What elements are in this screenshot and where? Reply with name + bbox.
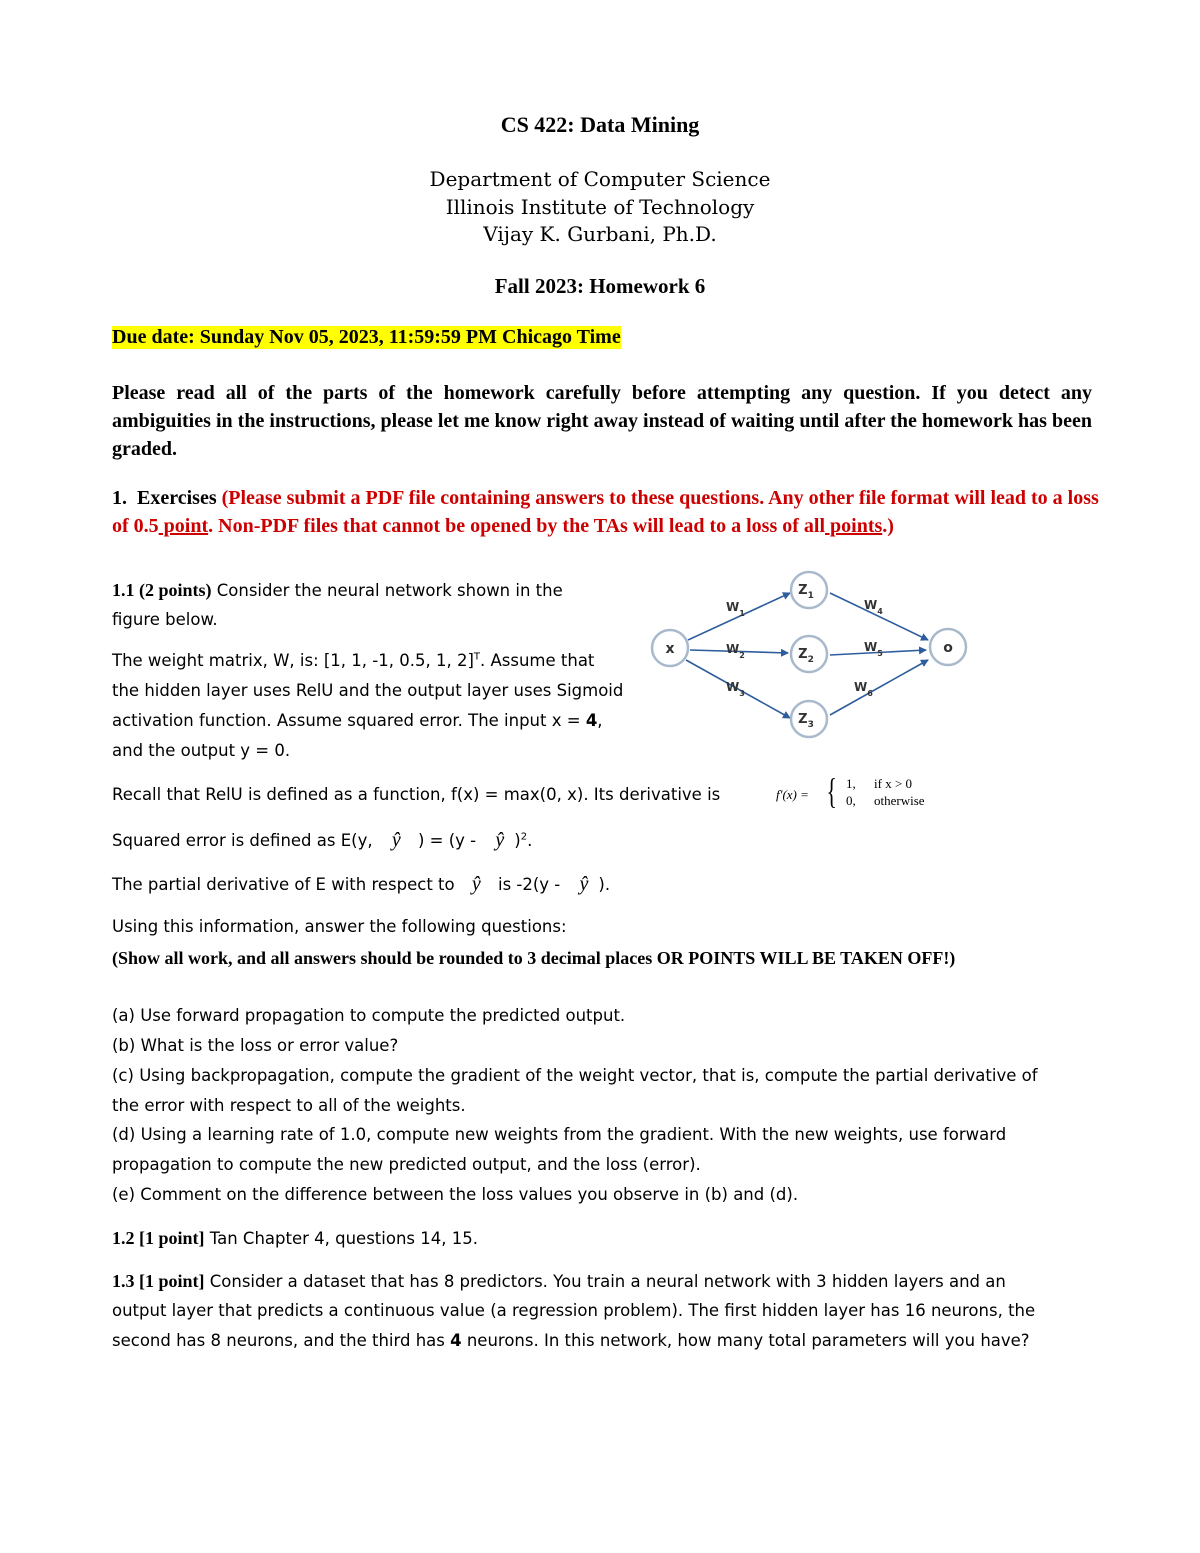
q1-3-line1 <box>112 1271 1006 1292</box>
homework-title: Fall 2023: Homework 6 <box>494 274 706 298</box>
note-part-a: (Please submit a PDF file containing answers to these questions. Any other file format will lead to a loss of 0.5 <box>112 487 1099 537</box>
y-hat-4: ŷ <box>579 873 589 895</box>
se-square: 2 <box>520 831 528 843</box>
node-z3 <box>791 701 827 737</box>
institute: Illinois Institute of Technology <box>445 195 755 219</box>
q1-1-line-6: and the output y = 0. <box>112 741 291 760</box>
input-value: 4 <box>585 711 598 730</box>
node-o <box>930 629 966 665</box>
pd-part-a: The partial derivative of E with respect to <box>112 875 455 894</box>
se-part-b: ) = (y - <box>417 831 477 850</box>
w1-sub: 1 <box>739 609 745 618</box>
line-4c: , <box>597 711 603 730</box>
course-title: CS 422: Data Mining <box>500 112 700 137</box>
squared-error-definition <box>112 829 532 852</box>
node-x <box>652 630 688 666</box>
q1-3-line3 <box>112 1331 1030 1350</box>
transpose-sup: T <box>473 651 480 663</box>
q1-2 <box>112 1228 478 1249</box>
question-d-line1: (d) Using a learning rate of 1.0, compute new weights from the gradient. With the new weights, use forward <box>112 1125 1007 1144</box>
edge-w4 <box>830 593 928 640</box>
q1-1-intro: Consider the neural network shown in the <box>216 581 563 600</box>
note-points: points <box>825 515 883 537</box>
instructor: Vijay K. Gurbani, Ph.D. <box>483 222 717 246</box>
due-date: Due date: Sunday Nov 05, 2023, 11:59:59 PM Chicago Time <box>112 326 621 348</box>
label-w2 <box>726 642 745 660</box>
show-work-note: (Show all work, and all answers should be rounded to 3 decimal places OR POINTS WILL BE TAKEN OFF!) <box>112 948 956 968</box>
w1-text: W <box>726 600 740 614</box>
left-brace: { <box>826 771 837 811</box>
pd-part-c: ). <box>598 875 611 894</box>
pd-part-b: is -2(y - <box>497 875 561 894</box>
weights-tail: . Assume that <box>480 651 595 670</box>
neural-network-diagram <box>640 565 980 745</box>
partial-derivative <box>112 873 610 896</box>
y-hat-3: ŷ <box>471 873 481 895</box>
q1-3-text3c: neurons. In this network, how many total parameters will you have? <box>461 1331 1030 1350</box>
section1-note <box>112 487 1099 537</box>
question-c-line1: (c) Using backpropagation, compute the gradient of the weight vector, that is, compute the partial derivative of <box>112 1066 1038 1085</box>
note-part-c: .) <box>882 515 894 537</box>
case1-condition: if x > 0 <box>874 776 913 791</box>
w5-sub: 5 <box>877 649 883 658</box>
section1-number: 1. <box>112 487 127 509</box>
z3-label: Z <box>798 712 808 727</box>
w3-sub: 3 <box>739 689 745 698</box>
se-part-c: ) <box>514 831 521 850</box>
using-info: Using this information, answer the following questions: <box>112 917 567 936</box>
instructions: Please read all of the parts of the homework carefully before attempting any question. If you detect any ambiguities in the instructions, please let me know right away instead of waiting until after the homework has been graded. <box>112 382 1092 460</box>
label-w1 <box>726 600 745 618</box>
w4-text: W <box>864 598 878 612</box>
question-c-line2: the error with respect to all of the weights. <box>112 1096 466 1115</box>
q1-3-text3a: second has 8 neurons, and the third has <box>112 1331 451 1350</box>
q1-1-weights <box>112 651 594 670</box>
question-e: (e) Comment on the difference between the loss values you observe in (b) and (d). <box>112 1185 799 1204</box>
q1-1-label: 1.1 (2 points) <box>112 580 212 600</box>
q1-2-label: 1.2 [1 point] <box>112 1228 205 1248</box>
q1-2-text: Tan Chapter 4, questions 14, 15. <box>209 1229 478 1248</box>
edge-w6 <box>830 660 928 715</box>
q1-3-label: 1.3 [1 point] <box>112 1271 205 1291</box>
case1-value: 1, <box>846 776 856 791</box>
w6-sub: 6 <box>867 689 873 698</box>
w2-text: W <box>726 642 740 656</box>
q1-3-line2: output layer that predicts a continuous value (a regression problem). The first hidden layer has 16 neurons, the <box>112 1301 1036 1320</box>
se-part-a: Squared error is defined as E(y, <box>112 831 373 850</box>
q1-3-text1: Consider a dataset that has 8 predictors. You train a neural network with 3 hidden layers and an <box>209 1272 1006 1291</box>
z1-sub: 1 <box>807 591 814 601</box>
case2-condition: otherwise <box>874 793 925 808</box>
line-4a: activation function. Assume squared error. The input x = <box>112 711 586 730</box>
q1-1-line-5 <box>112 711 603 730</box>
case2-value: 0, <box>846 793 856 808</box>
z2-sub: 2 <box>807 655 814 665</box>
se-period: . <box>527 831 533 850</box>
weights-text: The weight matrix, W, is: [1, 1, -1, 0.5, 1, 2] <box>112 651 474 670</box>
department: Department of Computer Science <box>429 167 771 191</box>
node-x-label: x <box>665 641 675 657</box>
node-o-label: o <box>943 640 953 656</box>
label-w5 <box>864 640 883 658</box>
q1-1-line-2: figure below. <box>112 610 218 629</box>
node-z1 <box>791 572 827 608</box>
z1-label: Z <box>798 583 808 598</box>
section1-heading <box>112 484 1102 540</box>
label-w3 <box>726 680 745 698</box>
q1-1-line-4: the hidden layer uses RelU and the output layer uses Sigmoid <box>112 681 624 700</box>
y-hat-2: ŷ <box>495 829 505 851</box>
w4-sub: 4 <box>877 607 883 616</box>
question-a: (a) Use forward propagation to compute the predicted output. <box>112 1006 626 1025</box>
note-part-b: . Non-PDF files that cannot be opened by the TAs will lead to a loss of all <box>208 515 826 537</box>
q1-3-bold-4: 4 <box>450 1331 462 1350</box>
node-z2 <box>791 636 827 672</box>
question-b: (b) What is the loss or error value? <box>112 1036 399 1055</box>
question-d-line2: propagation to compute the new predicted output, and the loss (error). <box>112 1155 701 1174</box>
w6-text: W <box>854 680 868 694</box>
relu-derivative-formula <box>776 771 956 812</box>
w3-text: W <box>726 680 740 694</box>
w2-sub: 2 <box>739 651 745 660</box>
section1-title: Exercises <box>137 487 217 509</box>
z2-label: Z <box>798 647 808 662</box>
w5-text: W <box>864 640 878 654</box>
relu-definition: Recall that RelU is defined as a function, f(x) = max(0, x). Its derivative is <box>112 785 721 804</box>
y-hat-1: ŷ <box>391 829 401 851</box>
derivative-lhs: f′(x) = <box>776 787 809 802</box>
note-point: point <box>158 515 209 537</box>
q1-1-line-1 <box>112 580 563 601</box>
z3-sub: 3 <box>807 720 814 730</box>
